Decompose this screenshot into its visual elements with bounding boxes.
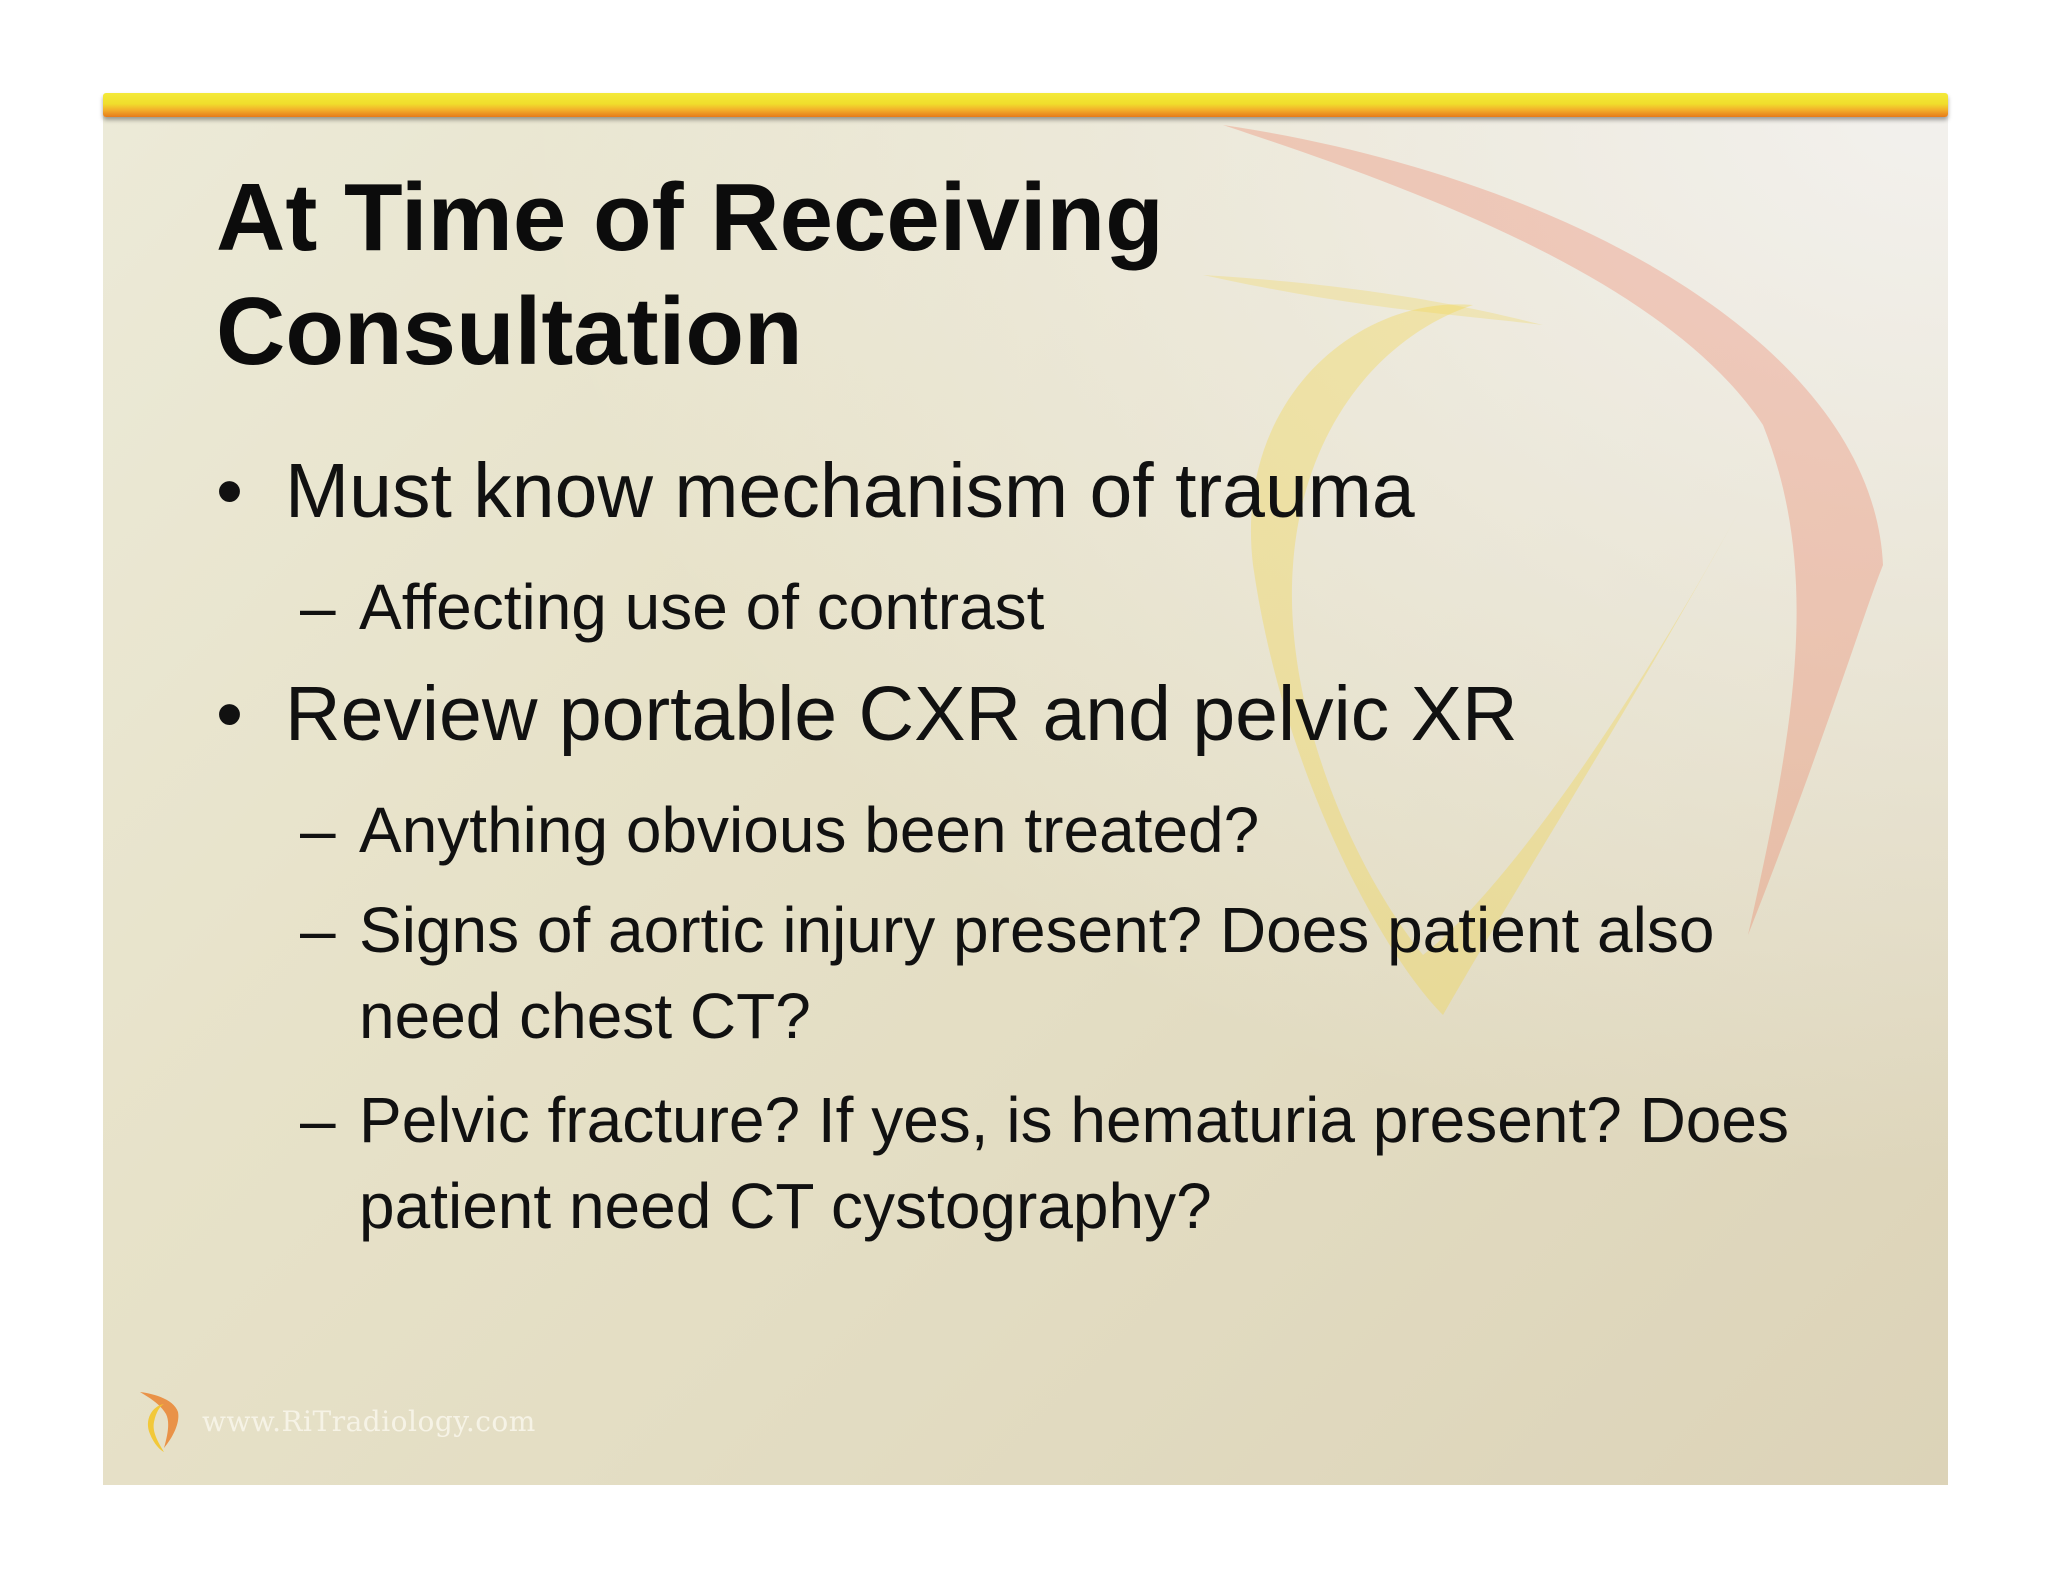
sub-bullet-1-1 (300, 564, 1860, 650)
sub-bullet-marker: – (300, 571, 336, 643)
header-accent-bar (103, 93, 1948, 117)
sub-bullet-marker: – (300, 894, 336, 966)
slide-title-line-1: At Time of Receiving (216, 164, 1164, 271)
sub-bullet-text: Pelvic fracture? If yes, is hematuria present? Does patient need CT cystography? (359, 1084, 1789, 1242)
bullet-text: Review portable CXR and pelvic XR (285, 671, 1518, 757)
bullet-text: Must know mechanism of trauma (285, 448, 1415, 534)
sub-bullet-2-2 (300, 887, 1860, 1059)
footer-url: www.RiTradiology.com (202, 1405, 536, 1438)
slide (103, 95, 1948, 1485)
sub-bullet-text: Signs of aortic injury present? Does patient also need chest CT? (359, 894, 1715, 1052)
sub-bullet-2-1 (300, 787, 1860, 873)
sub-bullet-2-3 (300, 1077, 1860, 1249)
ritradiology-swoosh-logo-icon (134, 1386, 194, 1458)
sub-bullet-text: Affecting use of contrast (359, 571, 1045, 643)
bullet-item-1 (216, 446, 1415, 536)
bullet-list (103, 95, 1948, 1485)
sub-bullet-marker: – (300, 1084, 336, 1156)
sub-bullet-marker: – (300, 794, 336, 866)
sub-bullet-text: Anything obvious been treated? (359, 794, 1260, 866)
slide-title-line-2: Consultation (216, 278, 803, 385)
bullet-item-2 (216, 669, 1518, 759)
bullet-marker: • (216, 671, 243, 757)
bullet-marker: • (216, 448, 243, 534)
